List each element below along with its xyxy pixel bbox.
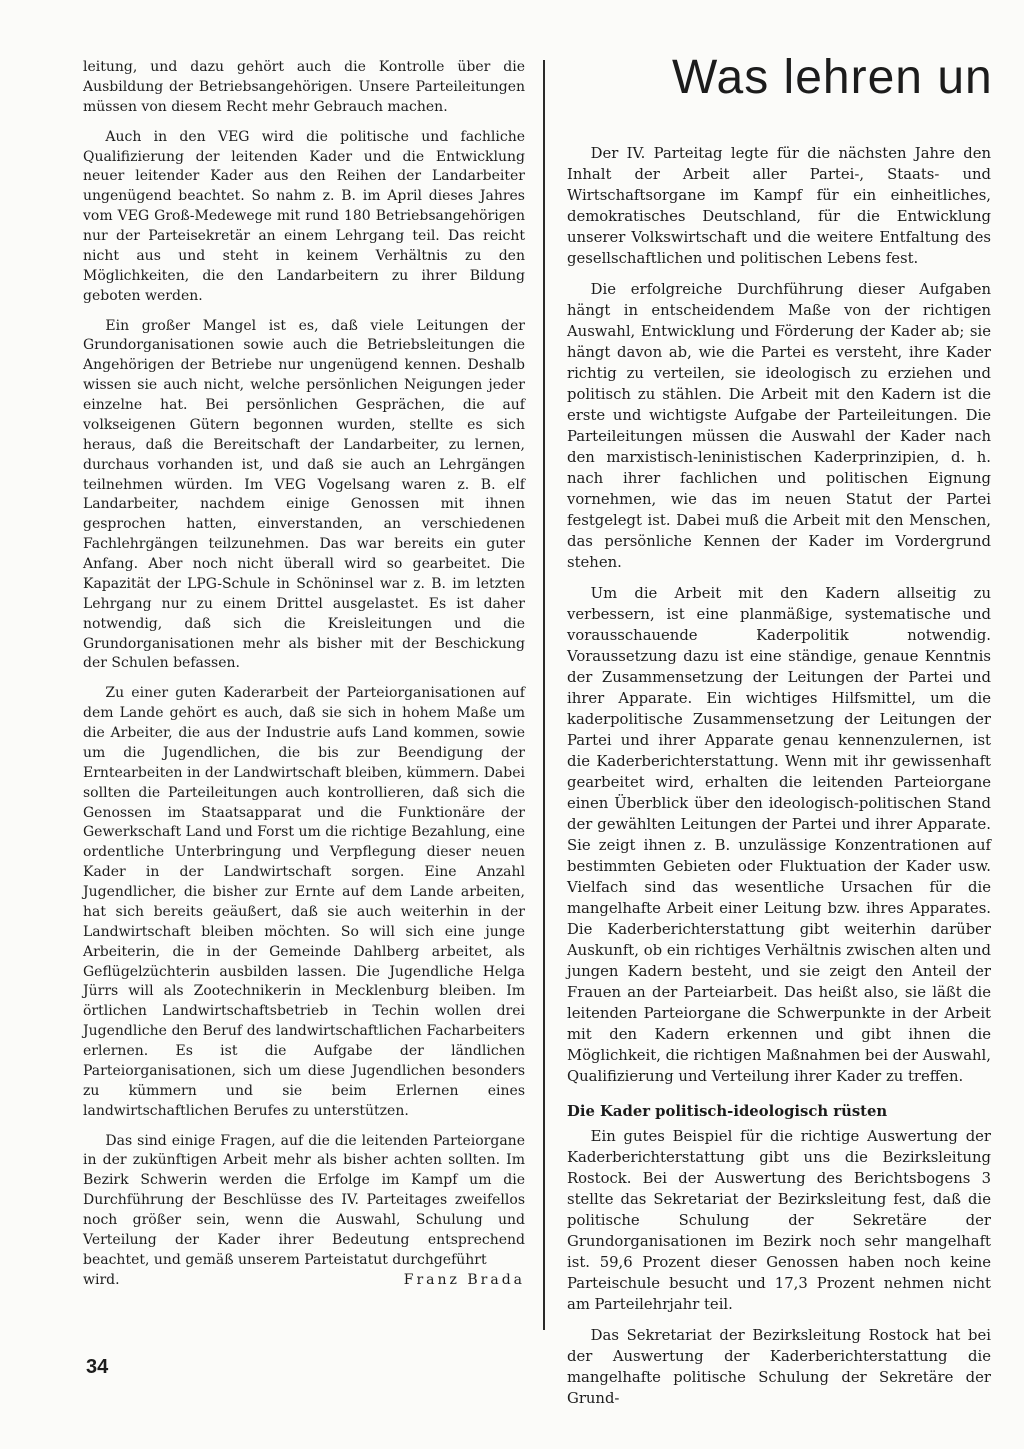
article-title: Was lehren un: [672, 51, 993, 104]
paragraph: Auch in den VEG wird die politische und fachliche Qualifizierung der leitenden Kader und die Entwicklung neuer leitender Kader aus den Reihen der Landarbeiter ungenügend beachtet. So nahm z. B. im April dieses Jahres vom VEG Groß-Medewege mit rund 180 Betriebsangehörigen nur der Parteisekretär an einem Lehrgang teil. Das reicht nicht aus und steht in keinem Verhältnis zu den Möglichkeiten, die den Landarbeitern zu ihrer Bildung geboten werden.: [83, 128, 525, 304]
paragraph: Die erfolgreiche Durchführung dieser Aufgaben hängt in entscheidendem Maße von der richtigen Auswahl, Entwicklung und Förderung der Kader ab; sie hängt davon ab, wie die Partei es versteht, ihre Kader richtig zu verteilen, sie ideologisch zu erziehen und politisch zu stählen. Die Arbeit mit den Kadern ist die erste und wichtigste Aufgabe der Parteileitungen. Die Parteileitungen müssen die Auswahl der Kader nach den marxistisch-leninistischen Kaderprinzipien, d. h. nach ihrer fachlichen und politischen Eignung vornehmen, wie das im neuen Statut der Partei festgelegt ist. Dabei muß die Arbeit mit den Menschen, das persönliche Kennen der Kader im Vordergrund stehen.: [567, 281, 991, 571]
column-divider: [543, 60, 545, 1330]
paragraph: Der IV. Parteitag legte für die nächsten Jahre den Inhalt der Arbeit aller Partei-, Staats- und Wirtschaftsorgane im Kampf für ein einheitliches, demokratisches Deutschland, für die Entwicklung unserer Volkswirtschaft und die weitere Entfaltung des gesellschaftlichen und politischen Lebens fest.: [567, 145, 991, 267]
section-subheading: Die Kader politisch-ideologisch rüsten: [567, 1103, 888, 1120]
closing-word: wird.: [83, 1271, 120, 1288]
paragraph: Das sind einige Fragen, auf die die leitenden Parteiorgane in der zukünftigen Arbeit mehr als bisher achten sollten. Im Bezirk Schwerin werden die Erfolge im Kampf um die Durchführung der Beschlüsse des IV. Parteitages zweifellos noch größer sein, wenn die Auswahl, Schulung und Verteilung der Kader ihrer Bedeutung entsprechend beachtet, und gemäß unserem Parteistatut durchgeführt: [83, 1132, 525, 1268]
left-column: [83, 58, 525, 1291]
paragraph: Zu einer guten Kaderarbeit der Parteiorganisationen auf dem Lande gehört es auch, daß sie sich in hohem Maße um die Arbeiter, die aus der Industrie aufs Land kommen, sowie um die Jugendlichen, die bis zur Beendigung der Erntearbeiten in der Landwirtschaft bleiben, kümmern. Dabei sollten die Parteileitungen auch kontrollieren, daß sich die Genossen im Staatsapparat und die Funktionäre der Gewerkschaft Land und Forst um die richtige Bezahlung, eine ordentliche Unterbringung und Verpflegung dieser neuen Kader in der Landwirtschaft sorgen. Eine Anzahl Jugendlicher, die bisher zur Ernte auf dem Lande arbeiten, hat sich bereits geäußert, daß sie auch weiterhin in der Landwirtschaft bleiben möchten. So will sich eine junge Arbeiterin, die in der Gemeinde Dahlberg arbeitet, als Geflügelzüchterin ausbilden lassen. Die Jugendliche Helga Jürrs will als Zootechnikerin in Mecklenburg bleiben. Im örtlichen Landwirtschaftsbetrieb in Techin wollen drei Jugendliche den Beruf des landwirtschaftlichen Facharbeiters erlernen. Es ist die Aufgabe der ländlichen Parteiorganisationen, sich um diese Jugendlichen besonders zu kümmern und sie beim Erlernen eines landwirtschaftlichen Berufes zu unterstützen.: [83, 685, 525, 1119]
right-column: [567, 143, 991, 1419]
paragraph: Das Sekretariat der Bezirksleitung Rostock hat bei der Auswertung der Kaderberichterstattung die mangelhafte politische Schulung der Sekretäre der Grund-: [567, 1327, 991, 1407]
paragraph: Ein großer Mangel ist es, daß viele Leitungen der Grundorganisationen sowie auch die Betriebsleitungen die Angehörigen der Betriebe nur ungenügend kennen. Deshalb wissen sie auch nicht, welche persönlichen Neigungen jeder einzelne hat. Bei persönlichen Gesprächen, die auf volkseigenen Gütern begonnen wurden, stellte es sich heraus, daß die Bereitschaft der Landarbeiter, zu lernen, durchaus vorhanden ist, und daß sie auch an Lehrgängen teilnehmen würden. Im VEG Vogelsang waren z. B. elf Landarbeiter, nachdem einige Genossen mit ihnen gesprochen hatten, einverstanden, an verschiedenen Fachlehrgängen teilzunehmen. Das war bereits ein guter Anfang. Aber noch nicht überall wird so gearbeitet. Die Kapazität der LPG-Schule in Schöninsel war z. B. im letzten Lehrgang nur zu einem Drittel ausgelastet. Es ist daher notwendig, daß sich die Kreisleitungen und die Grundorganisationen mehr als bisher mit der Beschickung der Schulen befassen.: [83, 317, 525, 672]
paragraph: Ein gutes Beispiel für die richtige Auswertung der Kaderberichterstattung gibt uns die Bezirksleitung Rostock. Bei der Auswertung des Berichtsbogens 3 stellte das Sekretariat der Bezirksleitung fest, daß die politische Schulung der Sekretäre der Grundorganisationen im Bezirk noch sehr mangelhaft ist. 59,6 Prozent dieser Genossen haben noch keine Parteischule besucht und 17,3 Prozent nehmen nicht am Parteilehrjahr teil.: [567, 1128, 991, 1313]
author-signature: Franz Brada: [403, 1271, 525, 1288]
page-number: 34: [86, 1356, 109, 1378]
paragraph: Um die Arbeit mit den Kadern allseitig zu verbessern, ist eine planmäßige, systematische und vorausschauende Kaderpolitik notwendig. Voraussetzung dazu ist eine ständige, genaue Kenntnis der Zusammensetzung der Leitungen der Partei und ihrer Apparate. Ein wichtiges Hilfsmittel, um die kaderpolitische Zusammensetzung der Leitungen der Partei und ihrer Apparate genau kennenzulernen, ist die Kaderberichterstattung. Wenn mit ihr gewissenhaft gearbeitet wird, erhalten die leitenden Parteiorgane einen Überblick über den ideologisch-politischen Stand der gewählten Leitungen der Partei und ihrer Apparate. Sie zeigt ihnen z. B. unzulässige Konzentrationen auf bestimmten Gebieten oder Fluktuation der Kader usw. Vielfach sind das wesentliche Ursachen für die mangelhafte Arbeit einer Leitung bzw. ihres Apparates. Die Kaderberichterstattung gibt weiterhin darüber Auskunft, ob ein richtiges Verhältnis zwischen alten und jungen Kadern besteht, und sie zeigt den Anteil der Frauen an der Parteiarbeit. Das heißt also, sie läßt die leitenden Parteiorgane die Schwerpunkte in der Arbeit mit den Kadern erkennen und gibt ihnen die Möglichkeit, die richtigen Maßnahmen bei der Auswahl, Qualifizierung und Verteilung ihrer Kader zu treffen.: [567, 585, 991, 1085]
paragraph: leitung, und dazu gehört auch die Kontrolle über die Ausbildung der Betriebsangehörigen. Unsere Parteileitungen müssen von diesem Recht mehr Gebrauch machen.: [83, 59, 525, 115]
closing-line: [83, 1271, 525, 1291]
